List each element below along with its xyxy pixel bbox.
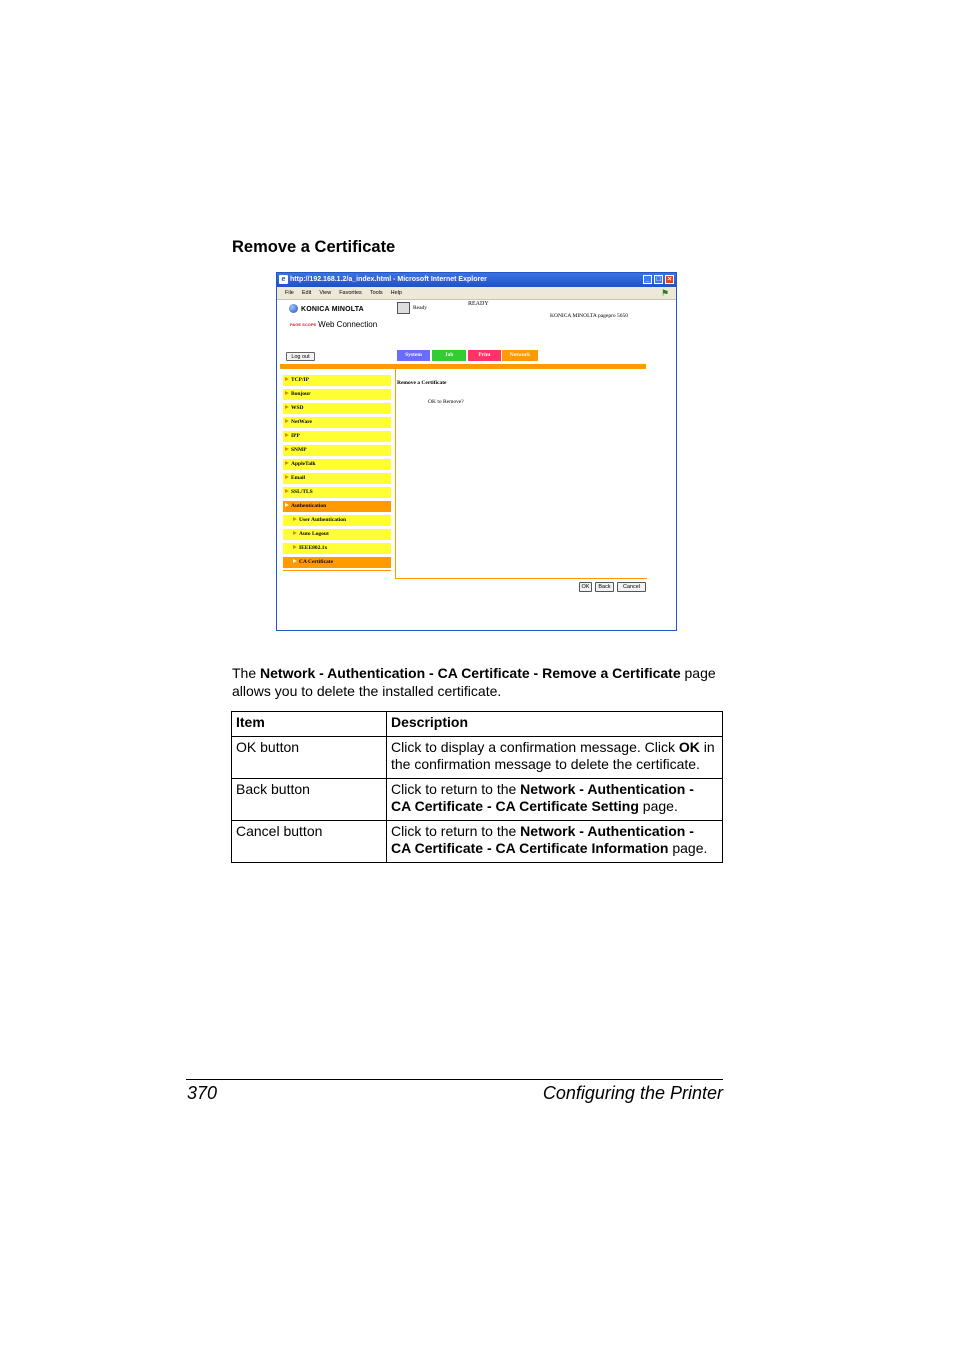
sidebar-item-ca-certificate[interactable]: CA Certificate [283, 557, 391, 568]
sidebar-item-snmp[interactable]: SNMP [283, 445, 391, 456]
confirm-message: OK to Remove? [428, 399, 464, 405]
web-connection-logo: PAGE SCOPE Web Connection [290, 320, 378, 329]
menu-help[interactable]: Help [390, 290, 402, 296]
cell-description: Click to return to the Network - Authentication - CA Certificate - CA Certificate Information page. [387, 820, 723, 862]
printer-model: KONICA MINOLTA pagepro 5650 [550, 313, 629, 319]
sidebar-item-bonjour[interactable]: Bonjour [283, 389, 391, 400]
arrow-right-icon [285, 461, 289, 465]
column-header-item: Item [232, 712, 387, 737]
chapter-title: Configuring the Printer [542, 1083, 723, 1103]
arrow-right-icon [285, 475, 289, 479]
cell-description: Click to return to the Network - Authentication - CA Certificate - CA Certificate Setting page. [387, 778, 723, 820]
konica-minolta-logo: KONICA MINOLTA [289, 304, 364, 313]
sidebar-bottom-line [283, 570, 391, 571]
header-divider [280, 364, 646, 369]
description-paragraph: The Network - Authentication - CA Certificate - Remove a Certificate page allows you to delete the installed certificate. [232, 665, 716, 699]
column-header-description: Description [387, 712, 723, 737]
tab-print[interactable]: Print [468, 350, 501, 361]
arrow-right-icon [285, 433, 289, 437]
menu-edit[interactable]: Edit [301, 290, 312, 296]
sidebar-item-authentication[interactable]: Authentication [283, 501, 391, 512]
arrow-right-icon [285, 405, 289, 409]
table-row [232, 736, 723, 778]
footer-rule [186, 1079, 723, 1080]
arrow-right-icon [293, 545, 297, 549]
menu-favorites[interactable]: Favorites [339, 290, 362, 296]
arrow-right-icon [285, 503, 289, 507]
cell-item: Cancel button [232, 820, 387, 862]
arrow-right-icon [285, 447, 289, 451]
windows-flag-icon: ⚑ [661, 288, 670, 298]
arrow-right-icon [293, 531, 297, 535]
arrow-right-icon [285, 489, 289, 493]
maximize-icon[interactable]: □ [654, 275, 663, 284]
table-header-row [232, 712, 723, 737]
content-bottom-line [395, 578, 647, 579]
arrow-right-icon [285, 391, 289, 395]
back-button[interactable]: Back [595, 582, 614, 592]
sidebar-item-auto-logout[interactable]: Auto Logout [283, 529, 391, 540]
status-small: Ready [413, 305, 428, 311]
content-title: Remove a Certificate [397, 380, 447, 386]
ok-button[interactable]: OK [579, 582, 592, 592]
sidebar-item-netware[interactable]: NetWare [283, 417, 391, 428]
table-row [232, 820, 723, 862]
sidebar-item-wsd[interactable]: WSD [283, 403, 391, 414]
cancel-button[interactable]: Cancel [617, 582, 646, 592]
printer-icon [397, 302, 410, 314]
cell-item: Back button [232, 778, 387, 820]
tab-job[interactable]: Job [432, 350, 466, 361]
tab-system[interactable]: System [397, 350, 430, 361]
sidebar-item-tcpip[interactable]: TCP/IP [283, 375, 391, 386]
sidebar-item-ssl-tls[interactable]: SSL/TLS [283, 487, 391, 498]
arrow-right-icon [293, 559, 297, 563]
cell-item: OK button [232, 736, 387, 778]
window-title: http://192.168.1.2/a_index.html - Microsoft Internet Explorer [290, 276, 487, 283]
globe-icon [289, 304, 298, 313]
menu-view[interactable]: View [319, 290, 332, 296]
browser-screenshot [276, 272, 677, 631]
sidebar-item-email[interactable]: Email [283, 473, 391, 484]
pagescope-mark: PAGE SCOPE [290, 322, 317, 327]
section-title: Remove a Certificate [232, 238, 396, 256]
description-table [231, 711, 723, 863]
sidebar-separator [395, 369, 396, 579]
browser-titlebar [277, 273, 676, 287]
sidebar-item-appletalk[interactable]: AppleTalk [283, 459, 391, 470]
sidebar-item-ieee8021x[interactable]: IEEE802.1x [283, 543, 391, 554]
status-big: READY [468, 301, 489, 307]
sidebar-item-ipp[interactable]: IPP [283, 431, 391, 442]
cell-description: Click to display a confirmation message. Click OK in the confirmation message to delete the certificate. [387, 736, 723, 778]
close-icon[interactable]: × [665, 275, 674, 284]
arrow-right-icon [285, 419, 289, 423]
page-number: 370 [187, 1083, 218, 1103]
tab-network[interactable]: Network [502, 350, 538, 361]
sidebar-item-user-authentication[interactable]: User Authentication [283, 515, 391, 526]
menu-bar [277, 287, 676, 300]
menu-path: Network - Authentication - CA Certificate - Remove a Certificate [260, 665, 681, 681]
menu-tools[interactable]: Tools [369, 290, 383, 296]
arrow-right-icon [293, 517, 297, 521]
ie-icon: e [279, 275, 288, 284]
arrow-right-icon [285, 377, 289, 381]
menu-file[interactable]: File [285, 290, 294, 296]
minimize-icon[interactable]: _ [643, 275, 652, 284]
logout-button[interactable]: Log out [286, 352, 315, 361]
table-row [232, 778, 723, 820]
